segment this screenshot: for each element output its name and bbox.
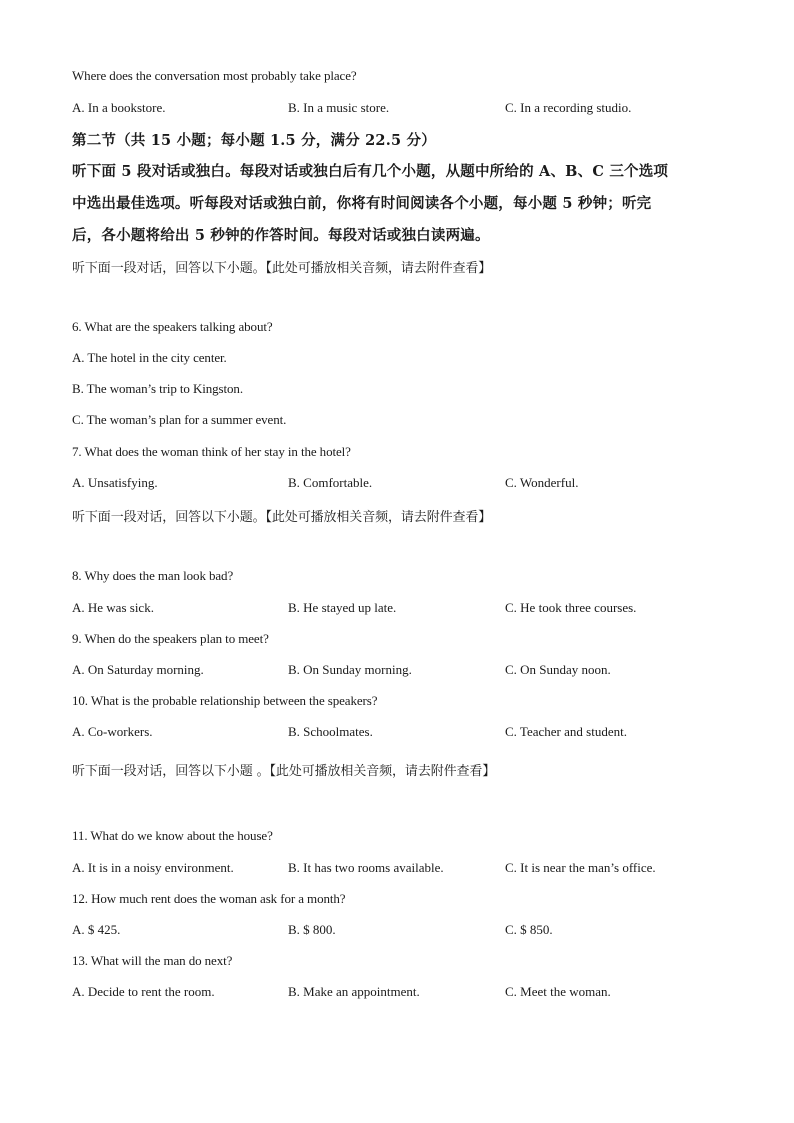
option-c: C. He took three courses. <box>505 600 637 615</box>
option-b: B. Comfortable. <box>288 475 373 490</box>
audio-prompt-2: 听下面一段对话，回答以下小题。【此处可播放相关音频，请去附件查看】 <box>72 510 492 525</box>
question-13: 13. What will the man do next? <box>72 953 233 968</box>
option-6b: B. The woman’s trip to Kingston. <box>72 381 243 396</box>
option-a: A. It is in a noisy environment. <box>72 860 234 875</box>
option-a: A. Co-workers. <box>72 724 153 739</box>
option-a: A. In a bookstore. <box>72 100 166 115</box>
option-6c: C. The woman’s plan for a summer event. <box>72 412 287 427</box>
option-c: C. $ 850. <box>505 922 553 937</box>
question-11: 11. What do we know about the house? <box>72 828 273 843</box>
document-page <box>72 0 732 1123</box>
instruction-line-2: 中选出最佳选项。听每段对话或独白前，你将有时间阅读各个小题，每小题 5 秒钟；听完 <box>72 195 652 212</box>
option-a: A. $ 425. <box>72 922 121 937</box>
question-10: 10. What is the probable relationship between the speakers? <box>72 693 378 708</box>
audio-prompt-3: 听下面一段对话，回答以下小题 。【此处可播放相关音频，请去附件查看】 <box>72 764 496 779</box>
instruction-line-1: 听下面 5 段对话或独白。每段对话或独白后有几个小题，从题中所给的 A、B、C 三个选项 <box>72 163 669 180</box>
section-title: 第二节（共 15 小题；每小题 1.5 分，满分 22.5 分） <box>72 132 436 149</box>
audio-prompt-1: 听下面一段对话，回答以下小题。【此处可播放相关音频，请去附件查看】 <box>72 261 492 276</box>
option-b: B. Schoolmates. <box>288 724 373 739</box>
option-c: C. It is near the man’s office. <box>505 860 656 875</box>
option-b: B. It has two rooms available. <box>288 860 444 875</box>
option-c: C. Wonderful. <box>505 475 579 490</box>
question-5: Where does the conversation most probably take place? <box>72 68 357 83</box>
option-c: C. Meet the woman. <box>505 984 611 999</box>
question-8: 8. Why does the man look bad? <box>72 568 234 583</box>
option-b: B. He stayed up late. <box>288 600 397 615</box>
option-c: C. Teacher and student. <box>505 724 627 739</box>
option-b: B. Make an appointment. <box>288 984 420 999</box>
option-c: C. On Sunday noon. <box>505 662 611 677</box>
option-a: A. On Saturday morning. <box>72 662 204 677</box>
option-b: B. On Sunday morning. <box>288 662 412 677</box>
option-a: A. He was sick. <box>72 600 154 615</box>
question-9: 9. When do the speakers plan to meet? <box>72 631 269 646</box>
option-b: B. In a music store. <box>288 100 390 115</box>
option-a: A. Decide to rent the room. <box>72 984 215 999</box>
option-c: C. In a recording studio. <box>505 100 632 115</box>
question-6: 6. What are the speakers talking about? <box>72 319 273 334</box>
question-12: 12. How much rent does the woman ask for a month? <box>72 891 346 906</box>
question-7: 7. What does the woman think of her stay in the hotel? <box>72 444 351 459</box>
option-6a: A. The hotel in the city center. <box>72 350 227 365</box>
instruction-line-3: 后，各小题将给出 5 秒钟的作答时间。每段对话或独白读两遍。 <box>72 227 490 244</box>
option-a: A. Unsatisfying. <box>72 475 158 490</box>
option-b: B. $ 800. <box>288 922 336 937</box>
